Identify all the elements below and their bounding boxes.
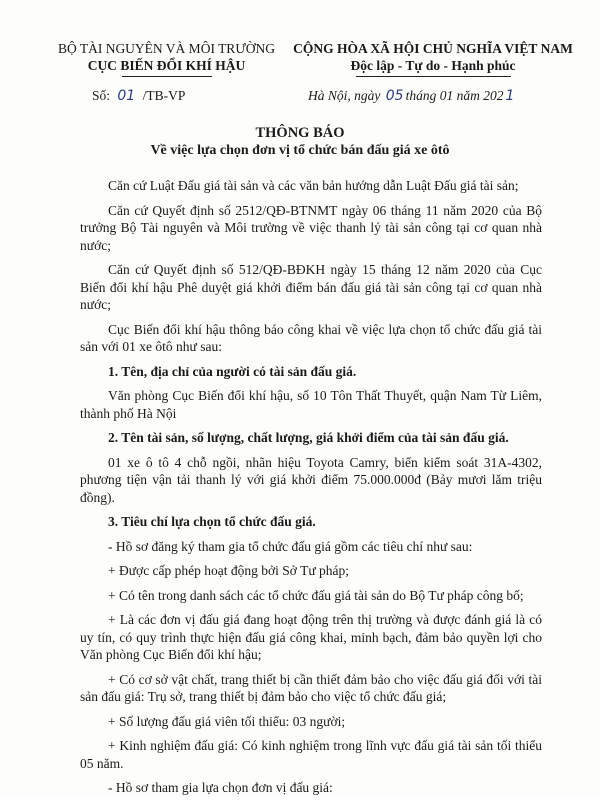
- section-heading: 1. Tên, địa chỉ của người có tài sản đấu giá.: [108, 363, 357, 379]
- body-paragraph: Cục Biến đổi khí hậu thông báo công khai về việc lựa chọn tổ chức đấu giá tài sản với 01 xe ôtô như sau:: [80, 321, 542, 354]
- section-heading: 2. Tên tài sản, số lượng, chất lượng, giá khởi điểm của tài sản đấu giá.: [108, 430, 509, 445]
- department-name: CỤC BIẾN ĐỔI KHÍ HẬU: [87, 58, 246, 73]
- header-underline-left: [122, 76, 212, 77]
- document-reference: [92, 88, 185, 104]
- body-paragraph: + Có tên trong danh sách các tổ chức đấu giá tài sản do Bộ Tư pháp công bố;: [108, 587, 524, 603]
- body-paragraph: + Số lượng đấu giá viên tối thiểu: 03 người;: [108, 713, 346, 729]
- body-paragraph: + Kinh nghiệm đấu giá: Có kinh nghiệm trong lĩnh vực đấu giá tài sản tối thiểu 05 năm.: [80, 738, 542, 771]
- national-header: [288, 40, 578, 77]
- body-paragraph: + Được cấp phép hoạt động bởi Sở Tư pháp;: [108, 563, 350, 578]
- body-paragraph: 01 xe ô tô 4 chỗ ngồi, nhãn hiệu Toyota Camry, biển kiểm soát 31A-4302, phương tiện vận tải thanh lý với giá khởi điểm 75.000.000đ (Bảy mươi lăm triệu đồng).: [80, 454, 542, 505]
- reference-number: 01: [117, 88, 136, 104]
- date-prefix: Hà Nội, ngày: [308, 88, 381, 103]
- document-body: [80, 177, 542, 804]
- body-paragraph: - Hồ sơ tham gia lựa chọn đơn vị đấu giá:: [108, 780, 333, 795]
- document-subtitle: Về việc lựa chọn đơn vị tổ chức bán đấu giá xe ôtô: [150, 143, 450, 158]
- body-paragraph: Căn cứ Quyết định số 2512/QĐ-BTNMT ngày 06 tháng 11 năm 2020 của Bộ trưởng Bộ Tài nguyên và Môi trường về việc thanh lý tài sản công tại cơ quan nhà nước;: [80, 202, 542, 253]
- date-day: 05: [385, 88, 404, 104]
- reference-suffix: /TB-VP: [142, 88, 186, 103]
- document-title: THÔNG BÁO: [255, 125, 345, 141]
- country-name: CỘNG HÒA XÃ HỘI CHỦ NGHĨA VIỆT NAM: [293, 41, 573, 56]
- body-paragraph: Căn cứ Luật Đấu giá tài sản và các văn bản hướng dẫn Luật Đấu giá tài sản;: [108, 178, 519, 193]
- reference-label: Số:: [92, 88, 111, 103]
- national-motto: Độc lập - Tự do - Hạnh phúc: [350, 58, 516, 73]
- header-underline-right: [356, 76, 511, 77]
- document-date: [308, 88, 516, 104]
- body-paragraph: Văn phòng Cục Biến đổi khí hậu, số 10 Tôn Thất Thuyết, quận Nam Từ Liêm, thành phố Hà Nội: [80, 388, 542, 421]
- body-paragraph: - Hồ sơ đăng ký tham gia tổ chức đấu giá gồm các tiêu chí như sau:: [108, 538, 473, 554]
- date-rest: tháng 01 năm 202: [405, 88, 504, 103]
- body-paragraph: Căn cứ Quyết định số 512/QĐ-BĐKH ngày 15 tháng 12 năm 2020 của Cục Biến đổi khí hậu Phê duyệt giá khởi điểm bán đấu giá tài sản công tại cơ quan nhà nước;: [80, 262, 542, 312]
- body-paragraph: + Là các đơn vị đấu giá đang hoạt động trên thị trường và được đánh giá là có uy tín, có quy trình thực hiện đấu giá công khai, minh bạch, đảm bảo quyền lợi cho Văn phòng Cục Biến đổi khí hậu;: [80, 612, 542, 662]
- date-year-last: 1: [505, 88, 515, 104]
- section-heading: 3. Tiêu chí lựa chọn tổ chức đấu giá.: [108, 514, 316, 529]
- ministry-name: BỘ TÀI NGUYÊN VÀ MÔI TRƯỜNG: [57, 41, 276, 56]
- body-paragraph: + Có cơ sở vật chất, trang thiết bị cần thiết đảm bảo cho việc đấu giá đối với tài sản đấu giá: Trụ sở, trang thiết bị đảm bảo cho việc tổ chức đấu giá;: [80, 671, 542, 704]
- issuer-header: [44, 40, 289, 77]
